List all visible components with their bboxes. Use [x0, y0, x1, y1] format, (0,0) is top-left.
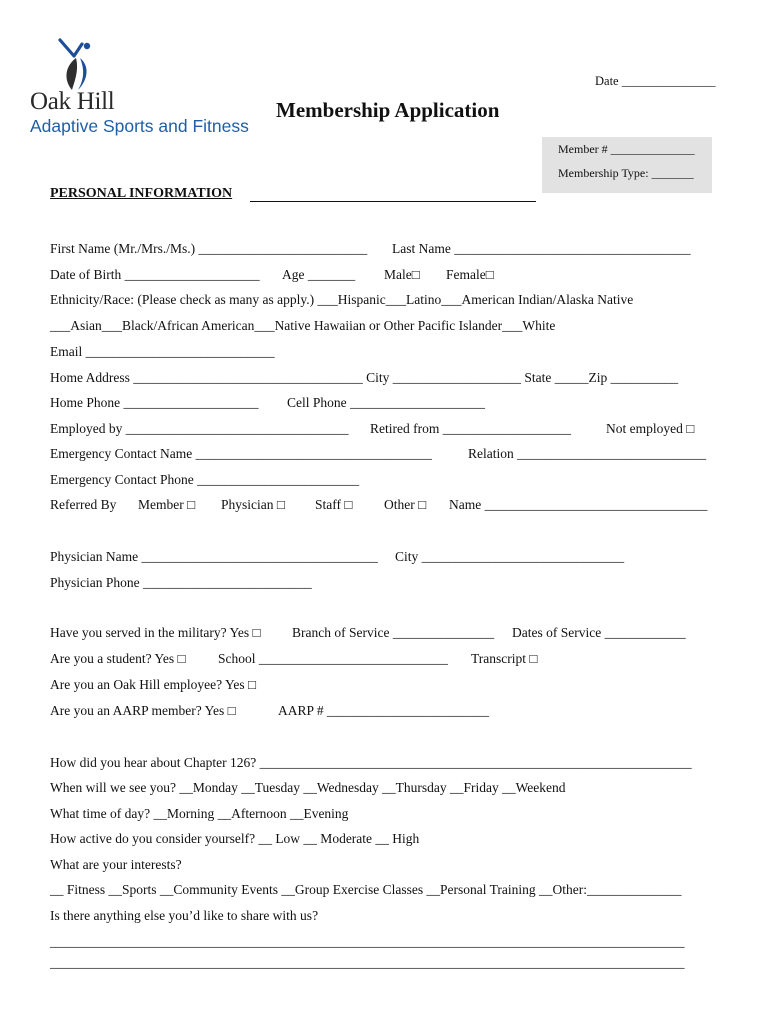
retired-from-field[interactable]: Retired from ___________________ [370, 421, 571, 436]
interests-options[interactable]: __ Fitness __Sports __Community Events __Group Exercise Classes __Personal Training __Other:______________ [50, 882, 682, 897]
referred-physician-checkbox[interactable]: Physician □ [221, 497, 286, 512]
ethnicity-options-line-1[interactable]: Ethnicity/Race: (Please check as many as apply.) ___Hispanic___Latino___American Indian/Alaska Native [50, 292, 634, 307]
male-checkbox[interactable]: Male□ [384, 267, 420, 282]
logo-figure-stroke-icon [60, 40, 82, 56]
email-field[interactable]: Email ____________________________ [50, 344, 275, 359]
dates-of-service-field[interactable]: Dates of Service ____________ [512, 625, 686, 640]
first-name-field[interactable]: First Name (Mr./Mrs./Ms.) _________________________ [50, 241, 368, 256]
time-of-day-options[interactable]: What time of day? __Morning __Afternoon __Evening [50, 806, 349, 821]
aarp-number-field[interactable]: AARP # ________________________ [278, 703, 490, 718]
member-number-field[interactable]: Member # ______________ [558, 142, 695, 156]
cell-phone-field[interactable]: Cell Phone ____________________ [287, 395, 485, 410]
interests-label: What are your interests? [50, 857, 182, 872]
last-name-field[interactable]: Last Name ___________________________________ [392, 241, 691, 256]
how-did-you-hear-field[interactable]: How did you hear about Chapter 126? ________________________________________________________________ [50, 755, 692, 770]
logo-figure-head-icon [84, 43, 90, 49]
military-yes-checkbox[interactable]: Have you served in the military? Yes □ [50, 625, 261, 640]
home-phone-field[interactable]: Home Phone ____________________ [50, 395, 259, 410]
referred-other-checkbox[interactable]: Other □ [384, 497, 427, 512]
office-use-box [542, 137, 712, 193]
age-field[interactable]: Age _______ [282, 267, 356, 282]
referred-by-label: Referred By [50, 497, 117, 512]
female-checkbox[interactable]: Female□ [446, 267, 494, 282]
school-field[interactable]: School ____________________________ [218, 651, 448, 666]
transcript-checkbox[interactable]: Transcript □ [471, 651, 538, 666]
page-title: Membership Application [276, 98, 500, 122]
physician-phone-field[interactable]: Physician Phone _________________________ [50, 575, 312, 590]
date-of-birth-field[interactable]: Date of Birth ____________________ [50, 267, 260, 282]
section-underline [250, 201, 536, 202]
referred-member-checkbox[interactable]: Member □ [138, 497, 196, 512]
student-yes-checkbox[interactable]: Are you a student? Yes □ [50, 651, 186, 666]
share-answer-field-1[interactable]: ______________________________________________________________________________________________ [50, 934, 685, 949]
relation-field[interactable]: Relation ____________________________ [468, 446, 707, 461]
emergency-contact-name-field[interactable]: Emergency Contact Name ___________________________________ [50, 446, 432, 461]
employed-by-field[interactable]: Employed by _________________________________ [50, 421, 349, 436]
activity-level-options[interactable]: How active do you consider yourself? __ Low __ Moderate __ High [50, 831, 420, 846]
logo-tagline: Adaptive Sports and Fitness [30, 116, 249, 136]
referred-staff-checkbox[interactable]: Staff □ [315, 497, 353, 512]
referrer-name-field[interactable]: Name _________________________________ [449, 497, 708, 512]
physician-city-field[interactable]: City ______________________________ [395, 549, 625, 564]
home-address-field[interactable]: Home Address __________________________________ City ___________________ State _____Zip __________ [50, 370, 679, 385]
not-employed-checkbox[interactable]: Not employed □ [606, 421, 695, 436]
share-question-label: Is there anything else you’d like to share with us? [50, 908, 319, 923]
aarp-member-yes-checkbox[interactable]: Are you an AARP member? Yes □ [50, 703, 236, 718]
date-field[interactable]: Date _______________ [595, 74, 716, 88]
ethnicity-options-line-2[interactable]: ___Asian___Black/African American___Native Hawaiian or Other Pacific Islander___White [50, 318, 556, 333]
days-options[interactable]: When will we see you? __Monday __Tuesday __Wednesday __Thursday __Friday __Weekend [50, 780, 566, 795]
logo-figure-body-icon [66, 58, 77, 90]
oak-hill-employee-yes-checkbox[interactable]: Are you an Oak Hill employee? Yes □ [50, 677, 257, 692]
section-heading-personal-information: PERSONAL INFORMATION [50, 186, 233, 201]
emergency-contact-phone-field[interactable]: Emergency Contact Phone ________________________ [50, 472, 360, 487]
branch-of-service-field[interactable]: Branch of Service _______________ [292, 625, 495, 640]
membership-type-field[interactable]: Membership Type: _______ [558, 166, 694, 180]
logo-name: Oak Hill [30, 88, 115, 115]
share-answer-field-2[interactable]: ______________________________________________________________________________________________ [50, 955, 685, 970]
physician-name-field[interactable]: Physician Name ___________________________________ [50, 549, 378, 564]
logo-figure-arm-icon [78, 58, 87, 90]
